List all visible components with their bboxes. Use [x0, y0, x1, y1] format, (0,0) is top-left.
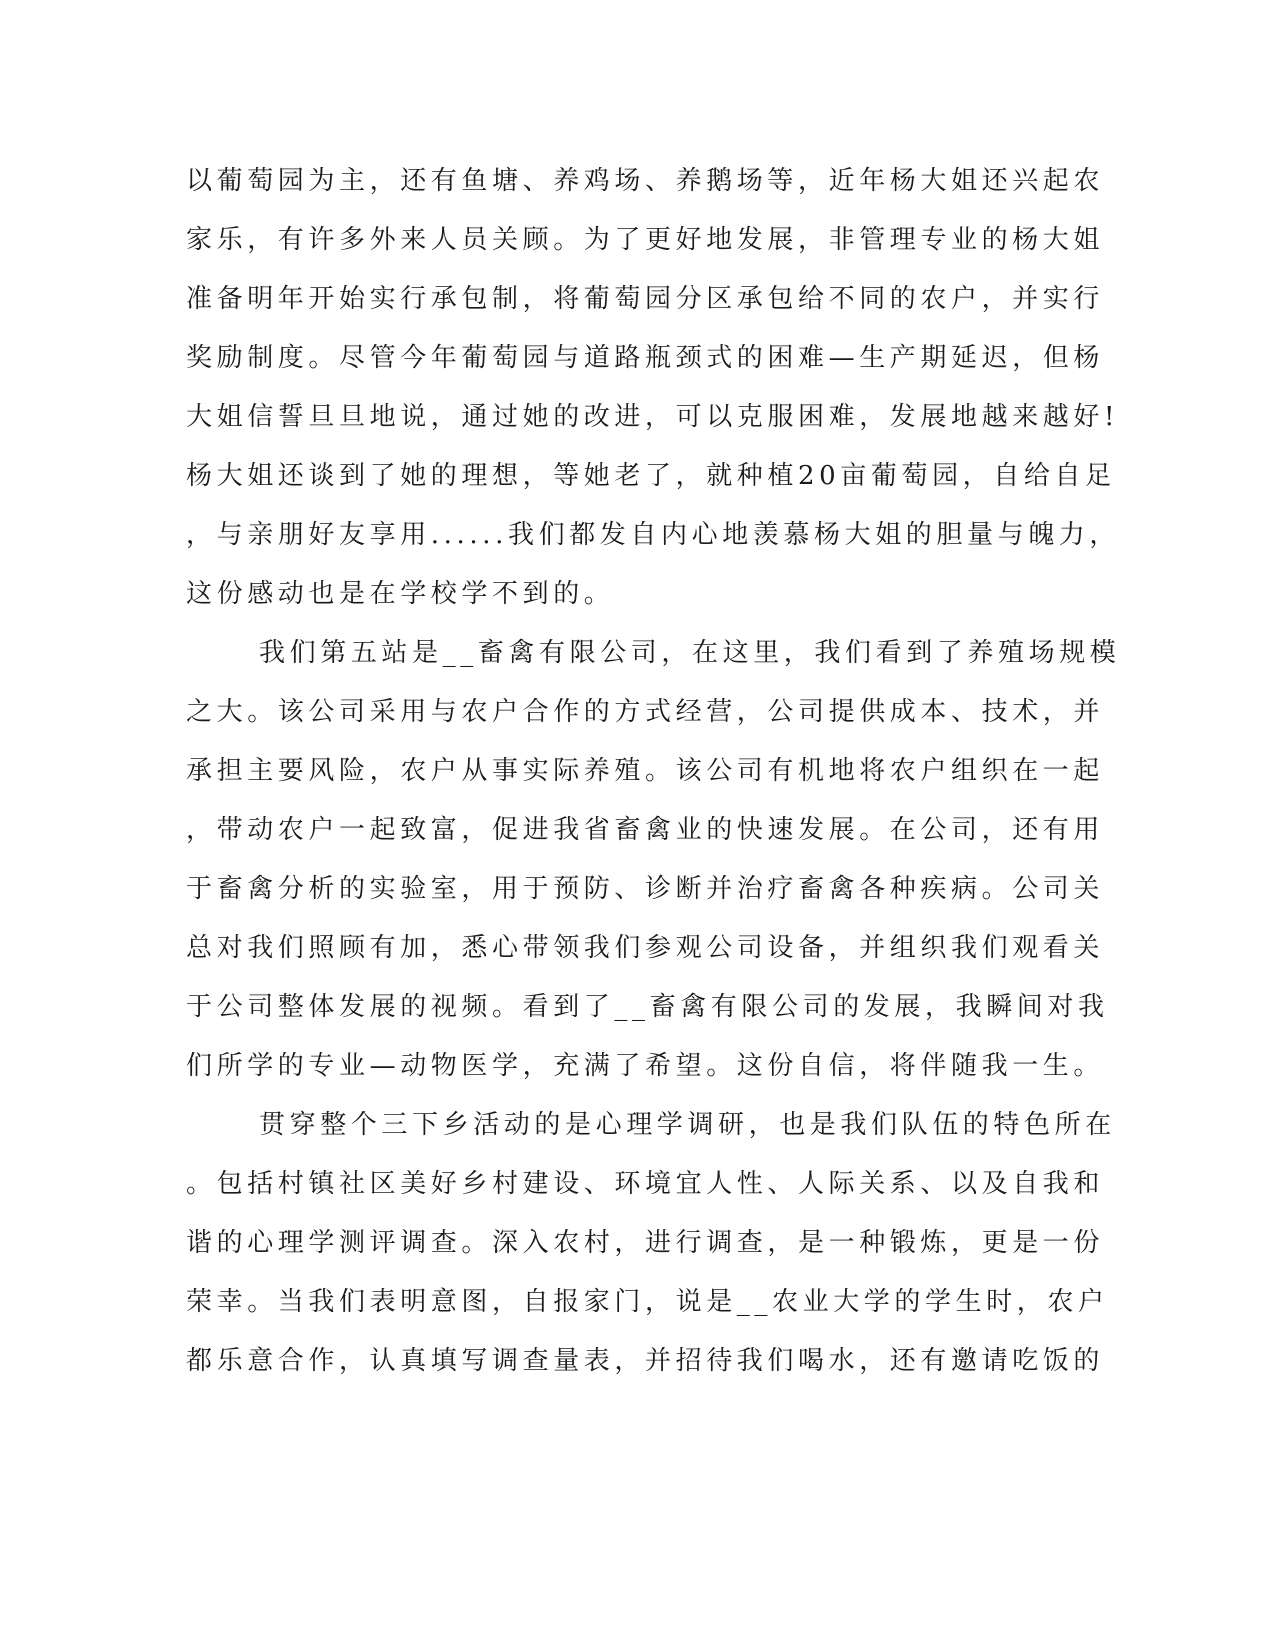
- text-line: 准备明年开始实行承包制，将葡萄园分区承包给不同的农户，并实行: [186, 284, 1105, 314]
- text-line: 这份感动也是在学校学不到的。: [186, 579, 615, 609]
- text-line: 荣幸。当我们表明意图，自报家门，说是__农业大学的学生时，农户: [186, 1287, 1109, 1317]
- text-line: 之大。该公司采用与农户合作的方式经营，公司提供成本、技术，并: [186, 697, 1105, 727]
- text-line: 承担主要风险，农户从事实际养殖。该公司有机地将农户组织在一起: [186, 756, 1105, 786]
- text-line: 谐的心理学测评调查。深入农村，进行调查，是一种锻炼，更是一份: [186, 1228, 1105, 1258]
- paragraph-first-line: 我们第五站是__畜禽有限公司，在这里，我们看到了养殖场规模: [259, 638, 1121, 668]
- text-line: 家乐，有许多外来人员关顾。为了更好地发展，非管理专业的杨大姐: [186, 225, 1105, 255]
- text-line: 杨大姐还谈到了她的理想，等她老了，就种植20亩葡萄园，自给自足: [186, 461, 1116, 491]
- text-line: 大姐信誓旦旦地说，通过她的改进，可以克服困难，发展地越来越好!: [186, 402, 1120, 432]
- text-line: 们所学的专业—动物医学，充满了希望。这份自信，将伴随我一生。: [186, 1051, 1105, 1081]
- text-line: 于公司整体发展的视频。看到了__畜禽有限公司的发展，我瞬间对我: [186, 992, 1109, 1022]
- text-line: 。包括村镇社区美好乡村建设、环境宜人性、人际关系、以及自我和: [186, 1169, 1105, 1199]
- text-line: 总对我们照顾有加，悉心带领我们参观公司设备，并组织我们观看关: [186, 933, 1105, 963]
- text-line: 以葡萄园为主，还有鱼塘、养鸡场、养鹅场等，近年杨大姐还兴起农: [186, 166, 1105, 196]
- text-line: ，与亲朋好友享用......我们都发自内心地羡慕杨大姐的胆量与魄力，: [186, 520, 1120, 550]
- paragraph-first-line: 贯穿整个三下乡活动的是心理学调研，也是我们队伍的特色所在: [259, 1110, 1116, 1140]
- text-line: 于畜禽分析的实验室，用于预防、诊断并治疗畜禽各种疾病。公司关: [186, 874, 1105, 904]
- text-line: 都乐意合作，认真填写调查量表，并招待我们喝水，还有邀请吃饭的: [186, 1346, 1105, 1376]
- text-line: 奖励制度。尽管今年葡萄园与道路瓶颈式的困难—生产期延迟，但杨: [186, 343, 1105, 373]
- text-line: ，带动农户一起致富，促进我省畜禽业的快速发展。在公司，还有用: [186, 815, 1105, 845]
